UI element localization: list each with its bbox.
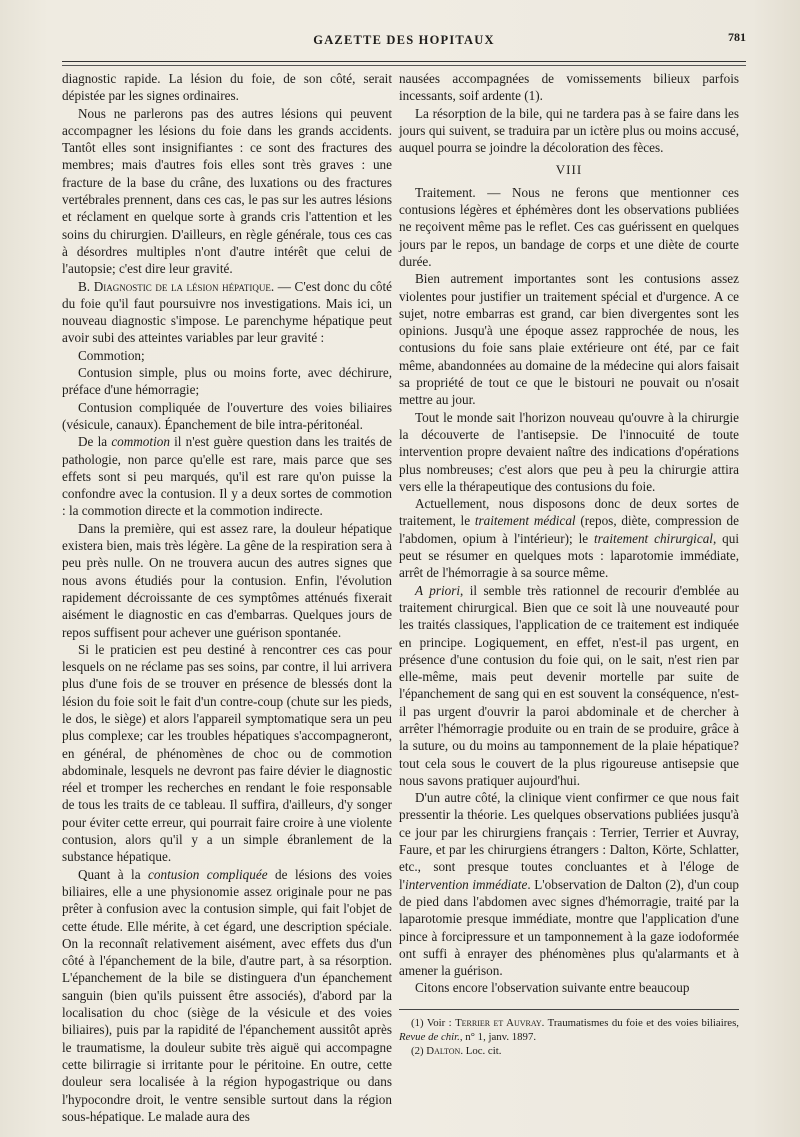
journal-title: GAZETTE DES HOPITAUX bbox=[313, 33, 495, 47]
footnotes bbox=[399, 1016, 739, 1058]
paragraph bbox=[399, 789, 739, 979]
emphasis: commotion bbox=[111, 434, 170, 450]
paragraph: Tout le monde sait l'horizon nouveau qu'ouvre à la chirurgie la découverte de l'antisepsie. De l'innocuité de toute intervention propre devaient naître des indications d'opérations plus nombreuses; c'est alors que peu à peu la chirurgie attira vers elle la thérapeutique des contusions du foie. bbox=[399, 409, 739, 494]
paragraph bbox=[62, 278, 392, 347]
paragraph: La résorption de la bile, qui ne tardera pas à se faire dans les jours qui suivent, se traduira par un ictère plus ou moins accusé, auquel pourra se joindre la décoloration des fèces. bbox=[399, 105, 739, 156]
paragraph bbox=[62, 433, 392, 519]
journal-name: Revue de chir. bbox=[399, 1030, 460, 1043]
left-column bbox=[62, 70, 392, 1125]
footnote-text: . Traumatismes du foie et des voies biliaires, bbox=[541, 1016, 739, 1029]
paragraph-text: il n'est guère question dans les traités de pathologie, non parce qu'elle est rare, mais parce que ses effets sont si peu marqués, qu'il est rare qu'on puisse la confondre avec la contusion. Il y a deux sortes de commotion : la commotion directe et la commotion indirecte. bbox=[62, 434, 392, 519]
footnote-text: , n° 1, janv. 1897. bbox=[459, 1030, 537, 1043]
paragraph: Dans la première, qui est assez rare, la douleur hépatique existera bien, mais très légère. La gêne de la respiration sera à peu près nulle. On ne trouvera aucun des autres signes que nous avons étudiés pour la contusion. Enfin, l'évolution rapidement décroissante de ces symptômes atténués fixerait aisément le diagnostic en cas d'embarras. Quelques jours de repos suffisent pour achever une guérison spontanée. bbox=[62, 520, 392, 640]
paragraph bbox=[399, 495, 739, 581]
emphasis: A priori bbox=[415, 582, 461, 598]
footnote bbox=[399, 1016, 739, 1044]
subsection-heading: B. Diagnostic de la lésion hépatique. bbox=[78, 278, 275, 294]
paragraph: Si le praticien est peu destiné à rencontrer ces cas pour lesquels on ne réclame pas ses soins, par contre, il lui arrivera plus d'une fois de se trouver en présence de blessés dont la lésion du foie soit le fait d'un contre-coup (chute sur les pieds, le dos, le siège) et alors l'appareil symptomatique sera un peu plus complexe; car les troubles hépatiques s'accompagneront, en général, de phénomènes de choc ou de commotion abdominale, lesquels ne devront pas faire dévier le diagnostic réel et tromper les recherches en rendant le foie responsable de tous les traits de ce tableau. Il suffira, d'ailleurs, d'y songer pour éviter cette erreur, qui pourrait faire croire à une violente contusion, alors qu'il y a un simple ébranlement de la substance hépatique. bbox=[62, 641, 392, 865]
header-rule-thick bbox=[62, 61, 746, 62]
subsection-heading: Traitement. bbox=[415, 184, 476, 200]
paragraph-text: , il semble très rationnel de recourir d'emblée au traitement chirurgical. Bien que ce soit là une nouveauté pour les traités classiques, l'application de ce traitement est indiquée en principe. Logiquement, en effet, n'est-il pas urgent, en présence d'une contusion du foie qui, on le sait, n'est rien par elle-même, mais peut devenir mortelle par suite de l'épanchement de sang qui en est souvent la conséquence, n'est-il pas urgent d'ouvrir la paroi abdominale et de chercher à arrêter l'hémorragie produite ou en train de se produire, grâce à la suture, ou du moins au tamponnement de la plaie hépatique? tout cela sous le couvert de la plus rigoureuse antisepsie que nous savons pratiquer aujourd'hui. bbox=[399, 582, 739, 788]
paragraph-text: (repos, diète, compression de l'abdomen, opium à l'intérieur); le bbox=[399, 513, 739, 546]
emphasis: traitement médical bbox=[474, 513, 576, 529]
paragraph: Citons encore l'observation suivante entre beaucoup bbox=[415, 980, 690, 996]
emphasis: contusion compliquée bbox=[148, 866, 268, 882]
emphasis: traitement chirurgical bbox=[594, 530, 713, 546]
footnote-text: (1) Voir : bbox=[411, 1016, 456, 1029]
author-name: Dalton bbox=[426, 1044, 461, 1057]
paragraph bbox=[399, 184, 739, 270]
paragraph-text: Quant à la bbox=[78, 866, 149, 882]
paragraph-text: D'un autre côté, la clinique vient confirmer ce que nous fait pressentir la théorie. Les quelques observations publiées jusqu'à ce jour par les chirurgiens français : Terrier, Terrier et Auvray, Faure, et par les chirurgiens étrangers : Dalton, Körte, Schlatter, etc., sont presque toutes concluantes et à l'éloge de l' bbox=[399, 790, 739, 892]
paragraph-text: . L'observation de Dalton (2), d'un coup de pied dans l'abdomen avec signes d'hémorragie, traité par la laparotomie presque immédiate, montre que l'application d'une pince à forcipressure et un tamponnement à la gaze iodoformée ont suffi à enrayer des phénomènes plus qu'alarmants et à amener la guérison. bbox=[399, 876, 740, 979]
footnote-rule bbox=[399, 1009, 739, 1010]
paragraph: nausées accompagnées de vomissements bilieux parfois incessants, soif ardente (1). bbox=[399, 71, 739, 104]
paragraph-text: — C'est donc du côté du foie qu'il faut poursuivre nos investigations. Mais ici, un nouveau diagnostic s'impose. Le parenchyme hépatique peut avoir subi des atteintes variables par leur gravité : bbox=[62, 278, 392, 346]
paragraph-text: Actuellement, nous disposons donc de deux sortes de traitement, le bbox=[399, 496, 739, 529]
header-rule-thin bbox=[62, 65, 746, 66]
paragraph: diagnostic rapide. La lésion du foie, de son côté, serait dépistée par les signes ordinaires. bbox=[62, 71, 392, 104]
author-name: Terrier et Auvray bbox=[455, 1016, 542, 1029]
paragraph-text: , qui peut se résumer en quelques mots : laparotomie immédiate, arrêt de l'hémorragie à sa source même. bbox=[399, 530, 739, 581]
right-column bbox=[399, 70, 739, 1058]
page-number: 781 bbox=[728, 30, 746, 44]
footnote-text: . Loc. cit. bbox=[460, 1044, 502, 1057]
list-item: Contusion simple, plus ou moins forte, avec déchirure, préface d'une hémorragie; bbox=[62, 365, 392, 398]
paragraph-text: de lésions des voies biliaires, elle a une physionomie assez originale pour ne pas prêter à confusion avec la contusion simple, qui fait l'objet de cette étude. Elle mérite, à cet égard, une description spéciale. On la reconnaît relativement aisément, avec effets dus d'un côté à l'épanchement de la bile, d'autre part, à sa résorption. L'épanchement de la bile se distinguera d'un épanchement sanguin (bien qu'ils puissent être associés), d'abord par la localisation du choc (siège de la vésicule et des voies biliaires), puis par la rapidité de l'épanchement aussitôt après le traumatisme, la douleur subite très aiguë qui accompagne cette bilirragie si irritante pour le péritoine. En outre, cette douleur sera localisée à la région hypogastrique ou dans l'hypocondre droit, le ventre sensible surtout dans la région sous-hépatique. Le malade aura des bbox=[62, 866, 392, 1124]
paragraph bbox=[399, 582, 739, 790]
section-number: VIII bbox=[555, 162, 583, 178]
emphasis: intervention immédiate bbox=[405, 876, 528, 892]
paragraph: Nous ne parlerons pas des autres lésions qui peuvent accompagner les lésions du foie dans les grands accidents. Tantôt elles sont insignifiantes : ce sont des fractures des membres; mais d'autres fois elles sont très graves : une fracture de la base du crâne, des luxations ou des fractures vertébrales prennent, dans ces cas, le pas sur les autres lésions et réclament en quelque sorte à grands cris l'attention et les soins du chirurgien. D'ailleurs, en règle générale, tous ces cas à désordres multiples n'ont d'autre intérêt que celui de l'autopsie; c'est dire leur gravité. bbox=[62, 105, 392, 277]
list-item: Commotion; bbox=[78, 347, 145, 363]
paragraph-text: De la bbox=[78, 434, 112, 450]
paragraph bbox=[62, 866, 392, 1125]
footnote bbox=[399, 1044, 739, 1058]
paragraph: Bien autrement importantes sont les contusions assez violentes pour justifier un traitement spécial et d'urgence. A ce sujet, notre embarras est grand, car bien divergentes sont les opinions. Jusqu'à une époque assez rapprochée de nous, les contusions du foie sans plaie extérieure ont été, par ce fait même, abandonnées au domaine de la médecine qui alors faisait sa propriété de tout ce que le bistouri ne pouvait ou n'osait mettre au jour. bbox=[399, 271, 739, 408]
paragraph-text: — Nous ne ferons que mentionner ces contusions légères et éphémères dont les observations publiées ne reçoivent même pas le reflet. Ces cas guérissent en quelques jours par le repos, un bandage de corps et une diète de courte durée. bbox=[399, 184, 739, 269]
page-header bbox=[62, 30, 746, 50]
footnote-text: (2) bbox=[411, 1044, 427, 1057]
list-item: Contusion compliquée de l'ouverture des voies biliaires (vésicule, canaux). Épanchement de bile intra-péritonéal. bbox=[62, 399, 392, 432]
